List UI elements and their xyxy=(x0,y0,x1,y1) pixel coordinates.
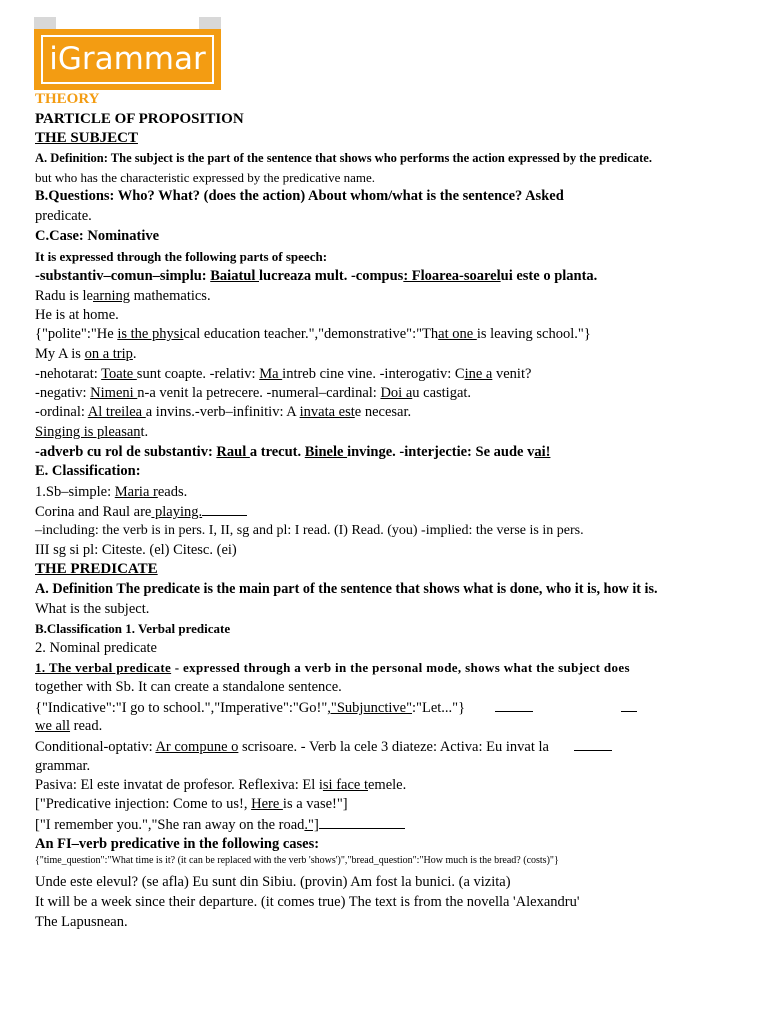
text-line: It will be a week since their departure. (it comes true) The text is from the novella 'Alexandru' xyxy=(35,894,580,910)
example-line: My A is on a trip. xyxy=(35,346,137,362)
logo xyxy=(34,17,221,90)
predicate-heading: THE PREDICATE xyxy=(35,561,158,577)
example-line: Corina and Raul are playing. xyxy=(35,503,247,521)
text-line: together with Sb. It can create a standalone sentence. xyxy=(35,679,342,695)
example-line: Radu is learning mathematics. xyxy=(35,288,211,304)
text-line: –including: the verb is in pers. I, II, sg and pl: I read. (I) Read. (you) -implied: the verse is in pers. xyxy=(35,523,584,538)
text-line: Unde este elevul? (se afla) Eu sunt din Sibiu. (provin) Am fost la bunici. (a vizita) xyxy=(35,874,511,890)
text-line: predicate. xyxy=(35,208,92,224)
logo-tab-left xyxy=(34,17,56,29)
subject-questions: B.Questions: Who? What? (does the action) About whom/what is the sentence? Asked xyxy=(35,188,564,204)
noun-examples: -substantiv–comun–simplu: Baiatul lucreaza mult. -compus: Floarea-soarelui este o planta. xyxy=(35,268,598,284)
logo-text: iGrammar xyxy=(41,35,214,84)
predicate-definition: A. Definition The predicate is the main part of the sentence that shows what is done, who it is, how it is. xyxy=(35,581,658,597)
adverb-examples: -adverb cu rol de substantiv: Raul a trecut. Binele invinge. -interjectie: Se aude vai! xyxy=(35,444,551,460)
pronoun-examples: -ordinal: Al treilea a invins.-verb–infinitiv: A invata este necesar. xyxy=(35,404,412,420)
subject-definition-cont: but who has the characteristic expressed by the predicative name. xyxy=(35,170,376,185)
small-print: {"time_question":"What time is it? (it can be replaced with the verb 'shows')","bread_question":"How much is the bread? (costs)"} xyxy=(35,855,559,866)
example-line: 1.Sb–simple: Maria reads. xyxy=(35,484,188,500)
subject-definition: A. Definition: The subject is the part of the sentence that shows who performs the action expressed by the predicate. xyxy=(35,151,652,165)
logo-tab-right xyxy=(199,17,221,29)
example-line: Singing is pleasant. xyxy=(35,424,149,440)
example-line: {"polite":"He is the physical education teacher.","demonstrative":"That one is leaving school."} xyxy=(35,326,591,342)
predicate-classification: B.Classification 1. Verbal predicate xyxy=(35,621,231,636)
fi-heading: An FI–verb predicative in the following cases: xyxy=(35,836,320,852)
example-line: ["Predicative injection: Come to us!, Here is a vase!"] xyxy=(35,796,348,812)
example-line: Pasiva: El este invatat de profesor. Reflexiva: El isi face temele. xyxy=(35,777,407,793)
text-line: The Lapusnean. xyxy=(35,914,128,930)
example-line: we all read. xyxy=(35,718,103,734)
subject-case: C.Case: Nominative xyxy=(35,228,160,244)
page-title: PARTICLE OF PROPOSITION xyxy=(35,111,244,127)
parts-of-speech-intro: It is expressed through the following parts of speech: xyxy=(35,249,328,264)
example-line: He is at home. xyxy=(35,307,119,323)
classification-heading: E. Classification: xyxy=(35,463,141,479)
text-line: What is the subject. xyxy=(35,601,150,617)
pronoun-examples: -negativ: Nimeni n-a venit la petrecere. -numeral–cardinal: Doi au castigat. xyxy=(35,385,472,401)
text-line: III sg si pl: Citeste. (el) Citesc. (ei) xyxy=(35,542,237,558)
section-label: THEORY xyxy=(35,91,100,107)
verbal-predicate-definition: 1. The verbal predicate - expressed through a verb in the personal mode, shows what the subject does xyxy=(35,660,630,675)
example-line: Conditional-optativ: Ar compune o scrisoare. - Verb la cele 3 diateze: Activa: Eu invat la xyxy=(35,738,612,756)
text-line: 2. Nominal predicate xyxy=(35,640,157,656)
logo-badge xyxy=(34,29,221,90)
example-line: ["I remember you.","She ran away on the road."] xyxy=(35,816,405,834)
subject-heading: THE SUBJECT xyxy=(35,130,138,146)
pronoun-examples: -nehotarat: Toate sunt coapte. -relativ: Ma intreb cine vine. -interogativ: Cine a venit? xyxy=(35,366,532,382)
mood-examples: {"Indicative":"I go to school.","Imperative":"Go!","Subjunctive":"Let..."} xyxy=(35,699,637,717)
text-line: grammar. xyxy=(35,758,91,774)
